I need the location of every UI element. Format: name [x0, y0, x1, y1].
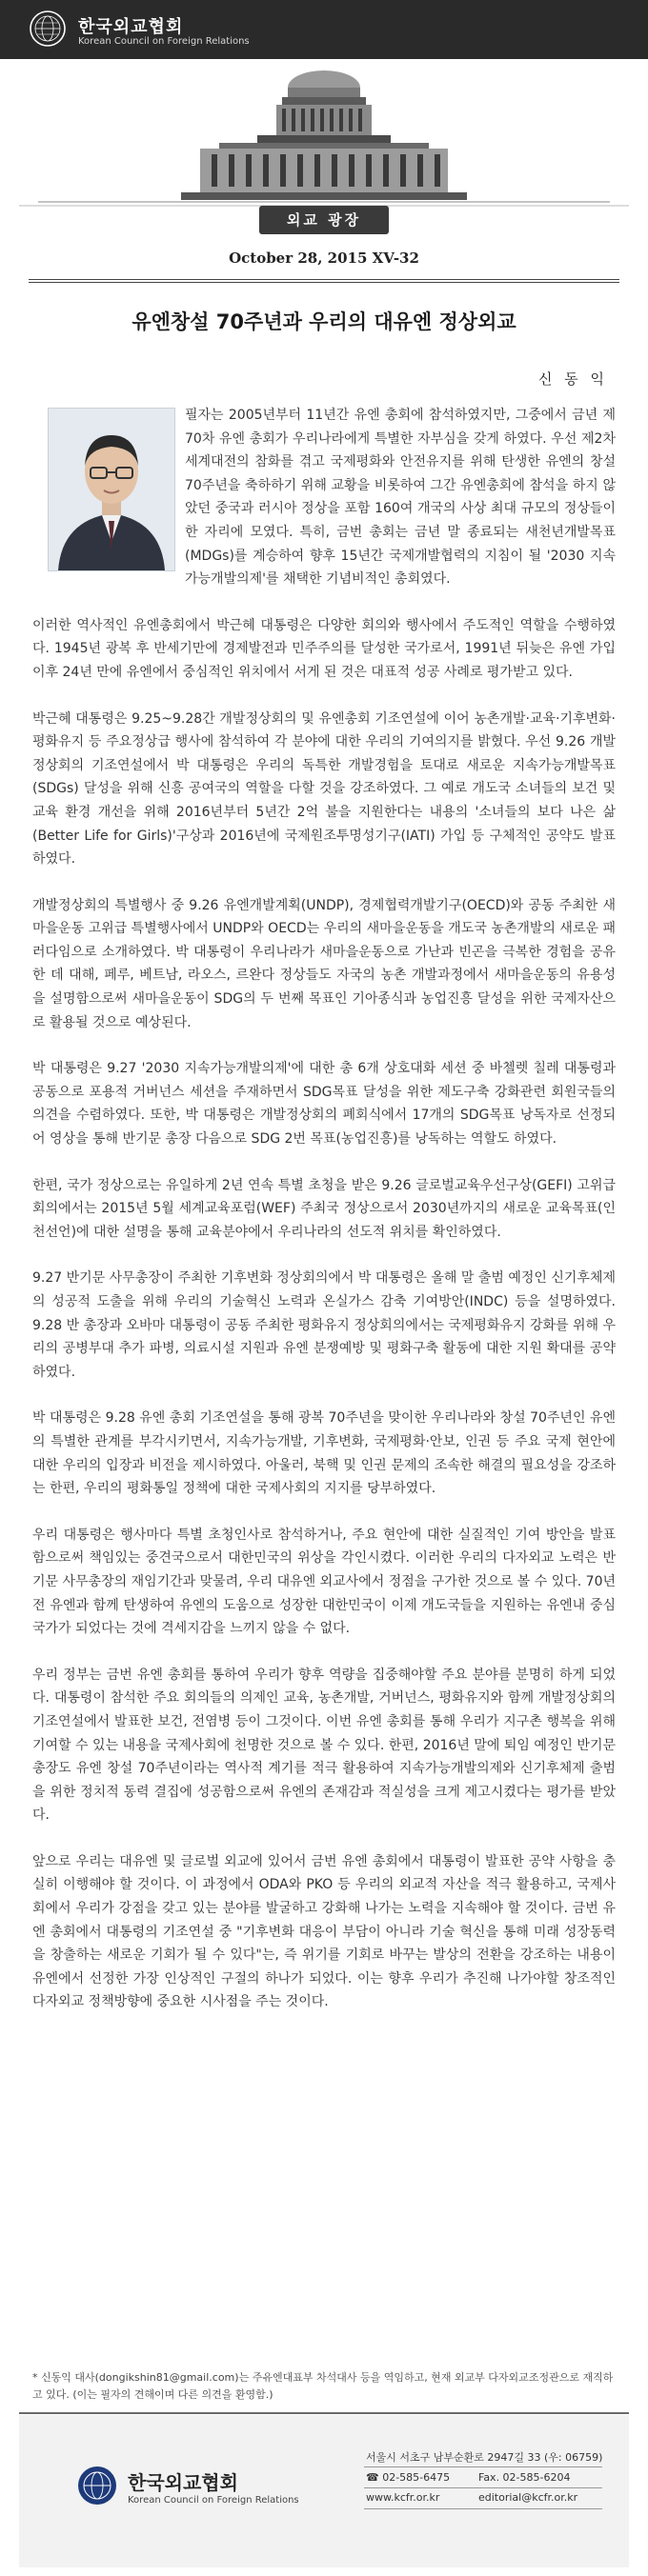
article-paragraph: 필자는 2005년부터 11년간 유엔 총회에 참석하였지만, 그중에서 금년 제70차 유엔 총회가 우리나라에게 특별한 자부심을 갖게 하였다. 우선 제2차 세계대전의 참화를 겪고 국제평화와 안전유지를 위해 탄생한 유엔의 창설 70주년을 축하하기 위해 교황을 비롯하여 그간 유엔총회에 참석을 하지 않았던 중국과 러시아 정상을 포함 160여 개국의 사상 최대 규모의 정상들이 한 자리에 모였다. 특히, 금번 총회는 금년 말 종료되는 새천년개발목표(MDGs)를 계승하여 향후 15년간 국제개발협력의 지침이 될 '2030 지속가능개발의제'를 채택한 기념비적인 총회였다.	[185, 408, 616, 588]
series-badge: 외교 광장	[259, 206, 389, 234]
footer-divider	[19, 2412, 629, 2414]
footer-contact-info	[366, 2447, 614, 2507]
footer-logo-icon	[76, 2465, 118, 2506]
building-illustration	[0, 59, 648, 226]
article-body	[32, 404, 616, 2037]
footer-org-name-en: Korean Council on Foreign Relations	[128, 2495, 299, 2506]
article-author: 신 동 익	[537, 370, 608, 388]
article-paragraph: 앞으로 우리는 대유엔 및 글로벌 외교에 있어서 금번 유엔 총회에서 대통령이 발표한 공약 사항을 충실히 이행해야 할 것이다. 이 과정에서 ODA와 PKO 등 우리의 외교적 자산을 적극 활용하고, 국제사회에서 우리가 강점을 갖고 있는 분야를 발굴하고 강화해 나가는 노력을 지속해야 할 것이다. 금번 유엔 총회에서 대통령의 기조연설 중 "기후변화 대응이 부담이 아니라 기술 혁신을 통해 미래 성장동력을 창출하는 새로운 기회가 될 수 있다"는, 즉 위기를 기회로 바꾸는 발상의 전환을 강조하는 내용이 유엔에서 선정한 가장 인상적인 구절의 하나가 되었다. 이는 향후 우리가 추진해 나가야할 창조적인 다자외교 정책방향에 중요한 시사점을 주는 것이다.	[32, 1853, 616, 2010]
council-logo-icon	[29, 10, 67, 48]
article-paragraph: 우리 정부는 금번 유엔 총회를 통하여 우리가 향후 역량을 집중해야할 주요 분야를 분명히 하게 되었다. 대통령이 참석한 주요 회의들의 의제인 교육, 농촌개발, 거버넌스, 평화유지와 함께 개발정상회의 기조연설에서 발표한 보건, 전염병 등이 그것이다. 이번 유엔 총회를 통해 우리가 지구촌 행복을 위해 기여할 수 있는 내용을 국제사회에 천명한 것으로 볼 수 있다. 한편, 2016년 말에 퇴임 예정인 반기문 총장도 유엔 창설 70주년이라는 역사적 계기를 적극 활용하여 지속가능개발의제와 신기후체제 출범을 위한 정치적 동력 결집에 성공함으로써 유엔의 존재감과 적실성을 크게 제고시켰다는 평가를 받았다.	[32, 1667, 616, 1824]
header-banner	[0, 0, 648, 59]
footer-phone-fax	[366, 2467, 614, 2487]
divider	[29, 279, 619, 280]
footer-email-link[interactable]: editorial@kcfr.or.kr	[478, 2491, 578, 2504]
article-paragraph: 개발정상회의 특별행사 중 9.26 유엔개발계획(UNDP), 경제협력개발기구(OECD)와 공동 주최한 새마을운동 고위급 특별행사에서 UNDP와 OECD는 우리의 새마을운동을 개도국 농촌개발의 새로운 패러다임으로 소개하였다. 박 대통령이 우리나라가 새마을운동으로 가난과 빈곤을 극복한 경험을 공유한 데 대해, 페루, 베트남, 라오스, 르완다 정상들도 자국의 농촌 개발과정에서 새마을운동의 유용성을 설명함으로써 새마을운동이 SDG의 두 번째 목표인 기아종식과 농업진흥 달성을 위한 국제자산으로 활용될 것으로 예상된다.	[32, 897, 616, 1030]
article-paragraph: 한편, 국가 정상으로는 유일하게 2년 연속 특별 초청을 받은 9.26 글로벌교육우선구상(GEFI) 고위급회의에서는 2015년 5월 세계교육포럼(WEF) 주최국 정상으로서 2030년까지의 새로운 교육목표(인천선언)에 대한 설명을 통해 교육분야에서 우리나라의 선도적 위치를 확인하였다.	[32, 1177, 616, 1240]
footer-org-name-ko: 한국외교협회	[128, 2471, 238, 2494]
org-name-ko: 한국외교협회	[78, 17, 184, 37]
article-paragraph: 이러한 역사적인 유엔총회에서 박근혜 대통령은 다양한 회의와 행사에서 주도적인 역할을 수행하였다. 1945년 광복 후 반세기만에 경제발전과 민주주의를 달성한 국가로서, 1991년 뒤늦은 유엔 가입 이후 24년 만에 유엔에서 중심적인 위치에서 서게 된 것은 대표적 성공 사례로 평가받고 있다.	[32, 617, 616, 680]
footer-web-email	[366, 2487, 614, 2507]
article-title: 유엔창설 70주년과 우리의 대유엔 정상외교	[132, 310, 516, 333]
article-paragraph: 박 대통령은 9.28 유엔 총회 기조연설을 통해 광복 70주년을 맞이한 우리나라와 창설 70주년인 유엔의 특별한 관계를 부각시키면서, 지속가능개발, 기후변화, 국제평화·안보, 인권 등 주요 국제 현안에 대한 우리의 입장과 비전을 제시하였다. 아울러, 북핵 및 인권 문제의 조속한 해결의 필요성을 강조하는 한편, 우리의 평화통일 정책에 대한 국제사회의 지지를 당부하였다.	[32, 1410, 616, 1497]
divider	[29, 282, 619, 283]
article-paragraph: 박근혜 대통령은 9.25~9.28간 개발정상회의 및 유엔총회 기조연설에 이어 농촌개발·교육·기후변화·평화유지 등 주요정상급 행사에 참석하여 각 분야에 대한 우리의 기여의지를 밝혔다. 우선 9.26 개발정상회의 기조연설에서 박 대통령은 우리의 독특한 개발경험을 토대로 새로운 지속가능개발목표(SDGs) 달성을 위해 신흥 공여국의 역할을 다할 것을 강조하였다. 그 예로 개도국 소녀들의 보건 및 교육 환경 개선을 위해 2016년부터 5년간 2억 불을 지원한다는 내용의 '소녀들의 보다 나은 삶(Better Life for Girls)'구상과 2016년에 국제원조투명성기구(IATI) 가입 등 구체적인 공약도 발표하였다.	[32, 710, 616, 868]
footer-address: 서울시 서초구 남부순환로 2947길 33 (우: 06759)	[366, 2451, 603, 2464]
footer-info-divider	[364, 2508, 602, 2509]
article-paragraph: 우리 대통령은 행사마다 특별 초청인사로 참석하거나, 주요 현안에 대한 실질적인 기여 방안을 발표함으로써 책임있는 중견국으로서 대한민국의 위상을 각인시켰다. 이러한 우리의 다자외교 노력은 반기문 사무총장의 재임기간과 맞물려, 우리 대유엔 외교사에서 정점을 구가한 것으로 볼 수 있다. 70년 전 유엔과 함께 탄생하여 유엔의 도움으로 성장한 대한민국이 이제 개도국들을 지원하는 유엔내 중심국가가 되었다는 것에 격세지감을 느끼지 않을 수 없다.	[32, 1527, 617, 1637]
org-name-en: Korean Council on Foreign Relations	[78, 36, 250, 47]
article-paragraph: 9.27 반기문 사무총장이 주최한 기후변화 정상회의에서 박 대통령은 올해 말 출범 예정인 신기후체제의 성공적 도출을 위해 우리의 기술혁신 노력과 온실가스 감축 기여방안(INDC) 등을 설명하였다. 9.28 반 총장과 오바마 대통령이 공동 주최한 평화유지 정상회의에서는 국제평화유지 강화를 위해 우리의 공병부대 추가 파병, 의료시설 지원과 유엔 분쟁예방 및 평화구축 활동에 대한 지원 확대를 공약하였다.	[32, 1270, 617, 1380]
footer-phone: ☎ 02-585-6475	[366, 2471, 451, 2484]
issue-date: October 28, 2015 XV-32	[229, 250, 419, 267]
author-footnote: * 신동익 대사(dongikshin81@gmail.com)는 주유엔대표부 차석대사 등을 역임하고, 현재 외교부 다자외교조정관으로 재직하고 있다. (이는 필자의 견해이며 다른 의견을 환영함.)	[32, 2371, 614, 2401]
footer-info-divider	[364, 2466, 602, 2467]
article-paragraph: 박 대통령은 9.27 '2030 지속가능개발의제'에 대한 총 6개 상호대화 세션 중 바첼렛 칠레 대통령과 공동으로 포용적 거버넌스 세션을 주재하면서 SDG목표 달성을 위한 제도구축 강화관련 회원국들의 의견을 수렴하였다. 또한, 박 대통령은 개발정상회의 폐회식에서 17개의 SDG목표 낭독자로 선정되어 영상을 통해 반기문 총장 다음으로 SDG 2번 목표(농업진흥)를 낭독하는 역할도 하였다.	[32, 1061, 616, 1148]
footer-info-divider	[364, 2487, 602, 2488]
footer-fax: Fax. 02-585-6204	[478, 2471, 571, 2484]
footer-website-link[interactable]: www.kcfr.or.kr	[366, 2491, 440, 2504]
